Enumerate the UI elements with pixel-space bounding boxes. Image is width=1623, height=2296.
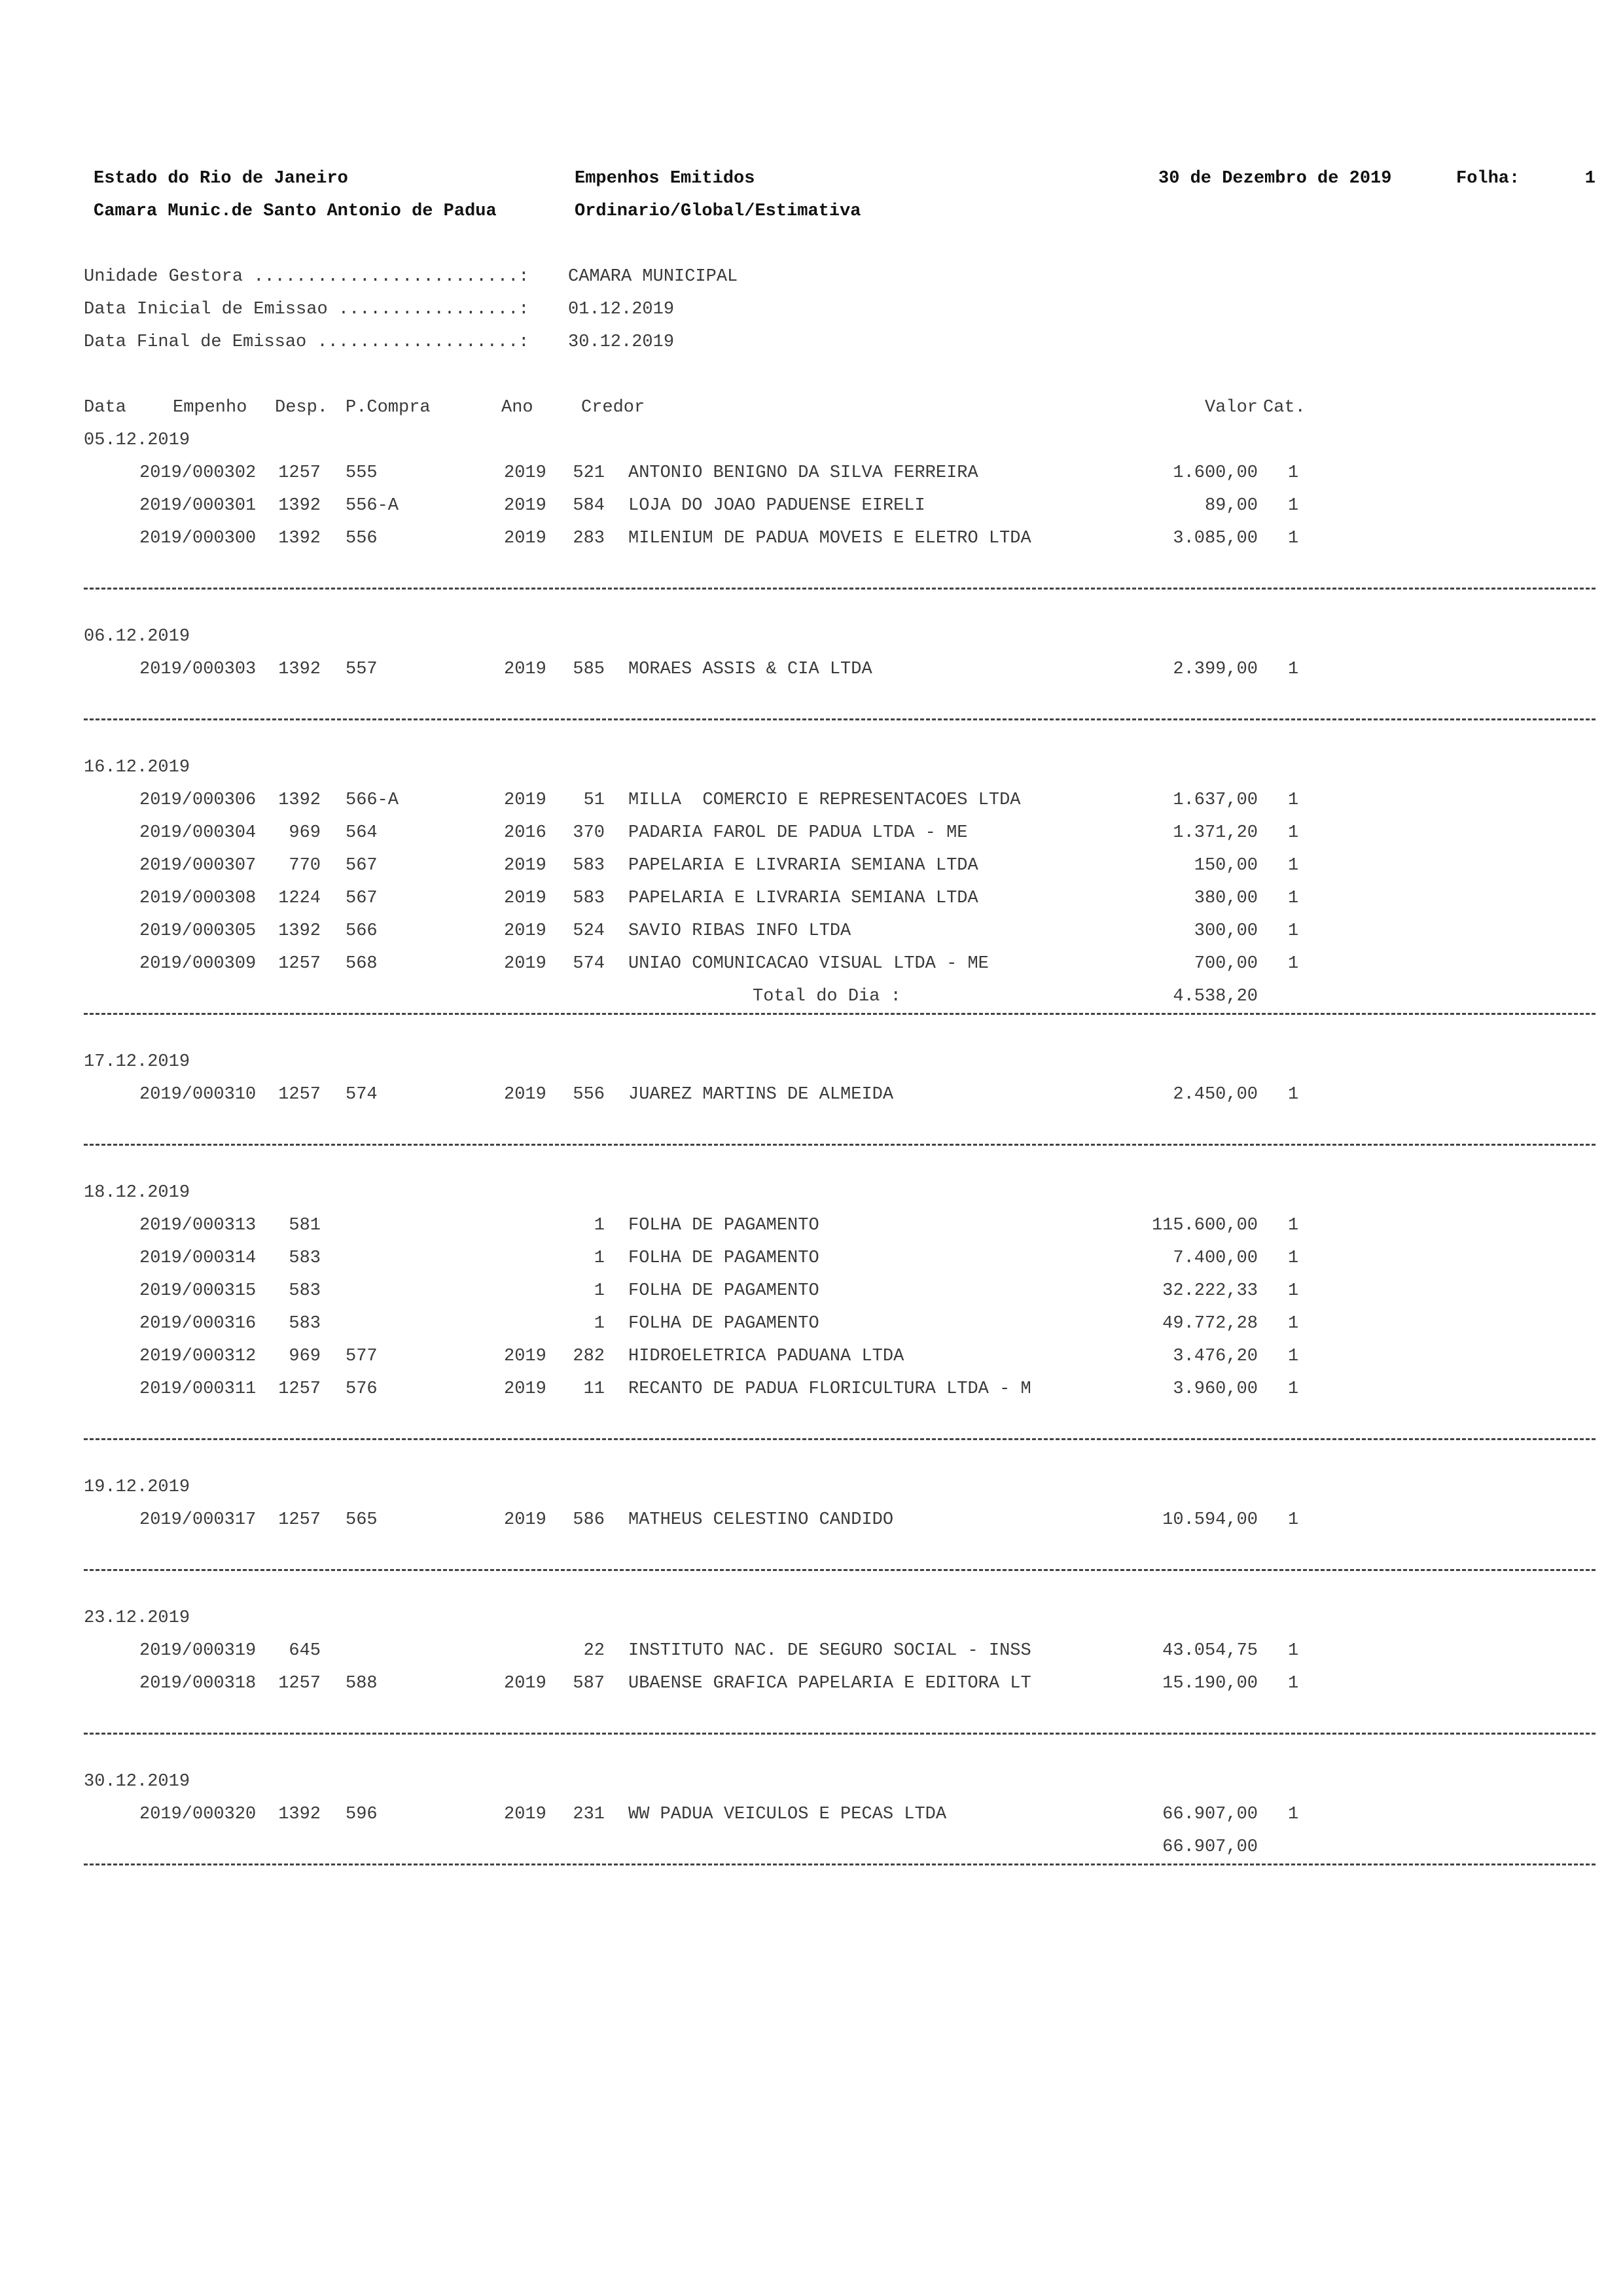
cell-pcompra: 565 [346,1510,378,1530]
cell-valor: 150,00 [1194,856,1258,875]
cell-credor-code: 587 [573,1674,605,1693]
cell-valor: 1.600,00 [1173,463,1258,483]
section-divider [84,588,1596,590]
cell-credor: UNIAO COMUNICACAO VISUAL LTDA - ME [628,954,989,974]
cell-credor-code: 583 [573,889,605,908]
cell-pcompra: 555 [346,463,378,483]
cell-credor: UBAENSE GRAFICA PAPELARIA E EDITORA LT [628,1674,1031,1693]
group-date: 06.12.2019 [84,627,190,646]
cell-pcompra: 556-A [346,496,399,516]
cell-credor-code: 283 [573,529,605,548]
cell-cat: 1 [1288,660,1299,679]
cell-valor: 66.907,00 [1162,1805,1258,1824]
section-divider [84,1863,1596,1865]
cell-pcompra: 568 [346,954,378,974]
cell-credor: JUAREZ MARTINS DE ALMEIDA [628,1085,894,1104]
section-divider [84,1733,1596,1735]
cell-cat: 1 [1288,1085,1299,1104]
cell-credor-code: 556 [573,1085,605,1104]
section-divider [84,718,1596,720]
cell-credor-code: 574 [573,954,605,974]
cell-valor: 2.399,00 [1173,660,1258,679]
cell-empenho: 2019/000309 [139,954,257,974]
header-report-title: Empenhos Emitidos [575,169,755,188]
cell-ano: 2019 [504,1674,546,1693]
cell-credor-code: 370 [573,823,605,843]
cell-pcompra: 567 [346,889,378,908]
group-date: 18.12.2019 [84,1183,190,1203]
cell-credor-code: 586 [573,1510,605,1530]
cell-empenho: 2019/000310 [139,1085,257,1104]
cell-ano: 2019 [504,889,546,908]
cell-empenho: 2019/000306 [139,790,257,810]
cell-cat: 1 [1288,1379,1299,1399]
cell-ano: 2019 [504,529,546,548]
header-date: 30 de Dezembro de 2019 [1158,169,1392,188]
cell-empenho: 2019/000312 [139,1347,257,1366]
cell-empenho: 2019/000314 [139,1248,257,1268]
cell-desp: 770 [289,856,321,875]
cell-empenho: 2019/000320 [139,1805,257,1824]
param-label: Data Final de Emissao ...................: [84,332,529,352]
cell-cat: 1 [1288,790,1299,810]
section-divider [84,1438,1596,1440]
cell-empenho: 2019/000308 [139,889,257,908]
col-header-valor: Valor [1204,398,1258,417]
cell-cat: 1 [1288,1281,1299,1301]
cell-valor: 15.190,00 [1162,1674,1258,1693]
cell-pcompra: 588 [346,1674,378,1693]
group-date: 30.12.2019 [84,1772,190,1792]
cell-credor: PAPELARIA E LIVRARIA SEMIANA LTDA [628,856,978,875]
param-value: 30.12.2019 [568,332,675,352]
cell-cat: 1 [1288,1216,1299,1235]
cell-credor: SAVIO RIBAS INFO LTDA [628,921,851,941]
group-date: 16.12.2019 [84,758,190,777]
col-header-cat: Cat. [1263,398,1306,417]
cell-ano: 2019 [504,921,546,941]
cell-empenho: 2019/000303 [139,660,257,679]
cell-desp: 1392 [278,660,321,679]
cell-credor: FOLHA DE PAGAMENTO [628,1248,819,1268]
section-divider [84,1013,1596,1015]
header-org: Camara Munic.de Santo Antonio de Padua [94,202,497,221]
cell-desp: 583 [289,1281,321,1301]
cell-cat: 1 [1288,1641,1299,1661]
cell-credor: PADARIA FAROL DE PADUA LTDA - ME [628,823,968,843]
param-value: 01.12.2019 [568,300,675,319]
cell-empenho: 2019/000304 [139,823,257,843]
group-date: 23.12.2019 [84,1608,190,1628]
cell-desp: 1257 [278,1085,321,1104]
cell-empenho: 2019/000311 [139,1379,257,1399]
cell-cat: 1 [1288,1510,1299,1530]
group-date: 17.12.2019 [84,1052,190,1072]
cell-desp: 969 [289,1347,321,1366]
cell-cat: 1 [1288,823,1299,843]
cell-valor: 7.400,00 [1173,1248,1258,1268]
cell-empenho: 2019/000301 [139,496,257,516]
cell-valor: 49.772,28 [1162,1314,1258,1333]
cell-pcompra: 577 [346,1347,378,1366]
cell-desp: 1257 [278,1379,321,1399]
param-label: Unidade Gestora .........................: [84,267,529,287]
cell-desp: 969 [289,823,321,843]
cell-empenho: 2019/000302 [139,463,257,483]
cell-empenho: 2019/000315 [139,1281,257,1301]
cell-credor-code: 11 [583,1379,605,1399]
cell-desp: 1392 [278,790,321,810]
cell-desp: 1392 [278,1805,321,1824]
cell-cat: 1 [1288,1674,1299,1693]
cell-credor: WW PADUA VEICULOS E PECAS LTDA [628,1805,947,1824]
cell-credor: MILENIUM DE PADUA MOVEIS E ELETRO LTDA [628,529,1031,548]
cell-pcompra: 574 [346,1085,378,1104]
cell-cat: 1 [1288,889,1299,908]
cell-cat: 1 [1288,1805,1299,1824]
cell-pcompra: 564 [346,823,378,843]
cell-ano: 2019 [504,954,546,974]
cell-cat: 1 [1288,529,1299,548]
cell-valor: 1.637,00 [1173,790,1258,810]
cell-ano: 2016 [504,823,546,843]
cell-ano: 2019 [504,496,546,516]
cell-credor-code: 1 [594,1281,605,1301]
cell-cat: 1 [1288,954,1299,974]
cell-desp: 1392 [278,496,321,516]
cell-credor: FOLHA DE PAGAMENTO [628,1314,819,1333]
cell-credor: INSTITUTO NAC. DE SEGURO SOCIAL - INSS [628,1641,1031,1661]
cell-valor: 43.054,75 [1162,1641,1258,1661]
cell-credor-code: 521 [573,463,605,483]
cell-desp: 1392 [278,921,321,941]
cell-cat: 1 [1288,1248,1299,1268]
cell-valor: 115.600,00 [1151,1216,1258,1235]
group-date: 05.12.2019 [84,431,190,450]
col-header-data: Data [84,398,126,417]
cell-ano: 2019 [504,1085,546,1104]
cell-desp: 1392 [278,529,321,548]
cell-pcompra: 556 [346,529,378,548]
cell-credor-code: 231 [573,1805,605,1824]
cell-pcompra: 576 [346,1379,378,1399]
cell-valor: 2.450,00 [1173,1085,1258,1104]
cell-credor-code: 51 [583,790,605,810]
cell-ano: 2019 [504,1347,546,1366]
cell-pcompra: 566-A [346,790,399,810]
cell-ano: 2019 [504,856,546,875]
cell-desp: 1257 [278,463,321,483]
cell-desp: 1257 [278,1510,321,1530]
cell-credor-code: 583 [573,856,605,875]
section-divider [84,1569,1596,1571]
cell-credor-code: 1 [594,1216,605,1235]
cell-valor: 380,00 [1194,889,1258,908]
cell-ano: 2019 [504,660,546,679]
cell-desp: 583 [289,1248,321,1268]
cell-desp: 583 [289,1314,321,1333]
cell-credor-code: 282 [573,1347,605,1366]
param-value: CAMARA MUNICIPAL [568,267,738,287]
col-header-ano: Ano [501,398,533,417]
cell-valor: 1.371,20 [1173,823,1258,843]
cell-empenho: 2019/000317 [139,1510,257,1530]
cell-credor: RECANTO DE PADUA FLORICULTURA LTDA - M [628,1379,1031,1399]
cell-ano: 2019 [504,1510,546,1530]
section-divider [84,1144,1596,1146]
cell-cat: 1 [1288,1347,1299,1366]
cell-credor: LOJA DO JOAO PADUENSE EIRELI [628,496,925,516]
cell-credor: FOLHA DE PAGAMENTO [628,1281,819,1301]
header-folha-label: Folha: [1456,169,1520,188]
cell-desp: 1257 [278,954,321,974]
cell-credor-code: 584 [573,496,605,516]
cell-desp: 1224 [278,889,321,908]
cell-ano: 2019 [504,1379,546,1399]
param-label: Data Inicial de Emissao .................: [84,300,529,319]
cell-empenho: 2019/000318 [139,1674,257,1693]
cell-cat: 1 [1288,496,1299,516]
col-header-desp: Desp. [275,398,329,417]
cell-empenho: 2019/000305 [139,921,257,941]
header-report-subtitle: Ordinario/Global/Estimativa [575,202,861,221]
total-label: Total do Dia : [753,987,901,1006]
cell-ano: 2019 [504,1805,546,1824]
cell-pcompra: 567 [346,856,378,875]
cell-valor: 300,00 [1194,921,1258,941]
cell-empenho: 2019/000307 [139,856,257,875]
cell-valor: 32.222,33 [1162,1281,1258,1301]
cell-valor: 700,00 [1194,954,1258,974]
header-state: Estado do Rio de Janeiro [94,169,348,188]
cell-credor: FOLHA DE PAGAMENTO [628,1216,819,1235]
cell-credor-code: 1 [594,1248,605,1268]
cell-credor: MILLA COMERCIO E REPRESENTACOES LTDA [628,790,1021,810]
cell-valor: 10.594,00 [1162,1510,1258,1530]
cell-pcompra: 557 [346,660,378,679]
cell-credor: HIDROELETRICA PADUANA LTDA [628,1347,904,1366]
cell-pcompra: 566 [346,921,378,941]
cell-desp: 645 [289,1641,321,1661]
cell-credor-code: 1 [594,1314,605,1333]
cell-credor-code: 22 [583,1641,605,1661]
cell-valor: 3.085,00 [1173,529,1258,548]
cell-cat: 1 [1288,856,1299,875]
cell-desp: 581 [289,1216,321,1235]
cell-empenho: 2019/000319 [139,1641,257,1661]
cell-credor: ANTONIO BENIGNO DA SILVA FERREIRA [628,463,978,483]
header-folha-value: 1 [1584,169,1596,188]
cell-valor: 3.476,20 [1173,1347,1258,1366]
day-total: 4.538,20 [1173,987,1258,1006]
cell-empenho: 2019/000313 [139,1216,257,1235]
col-header-credor: Credor [581,398,645,417]
cell-credor: PAPELARIA E LIVRARIA SEMIANA LTDA [628,889,978,908]
day-total: 66.907,00 [1162,1837,1258,1857]
group-date: 19.12.2019 [84,1477,190,1497]
col-header-pcompra: P.Compra [346,398,431,417]
cell-credor: MORAES ASSIS & CIA LTDA [628,660,872,679]
cell-ano: 2019 [504,790,546,810]
cell-valor: 89,00 [1204,496,1258,516]
cell-ano: 2019 [504,463,546,483]
cell-credor-code: 585 [573,660,605,679]
cell-cat: 1 [1288,921,1299,941]
cell-empenho: 2019/000300 [139,529,257,548]
cell-cat: 1 [1288,463,1299,483]
cell-pcompra: 596 [346,1805,378,1824]
col-header-empenho: Empenho [173,398,247,417]
cell-desp: 1257 [278,1674,321,1693]
cell-credor-code: 524 [573,921,605,941]
cell-cat: 1 [1288,1314,1299,1333]
cell-empenho: 2019/000316 [139,1314,257,1333]
cell-valor: 3.960,00 [1173,1379,1258,1399]
cell-credor: MATHEUS CELESTINO CANDIDO [628,1510,894,1530]
